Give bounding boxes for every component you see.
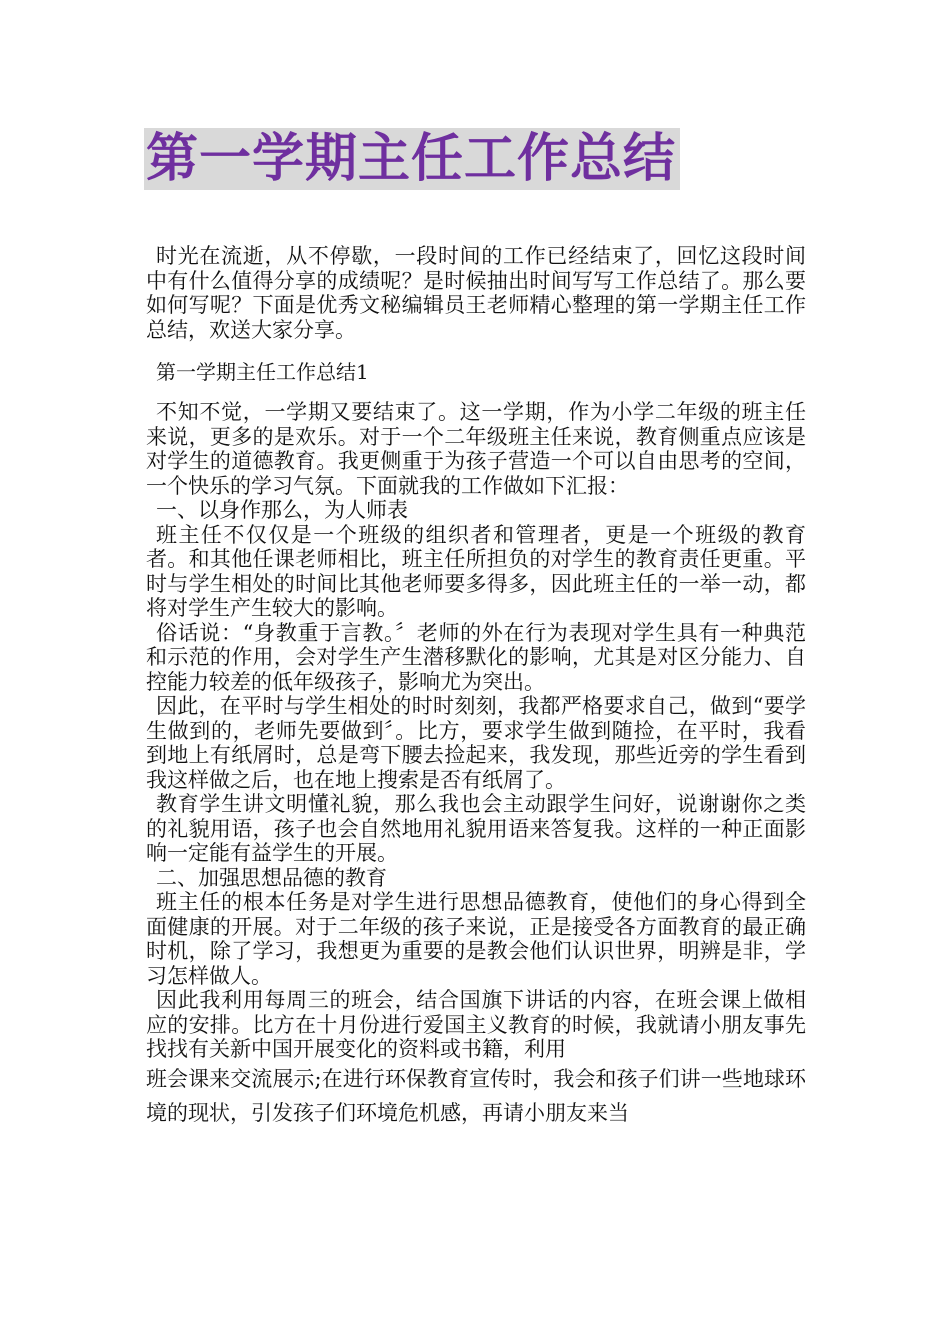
body-paragraph-2: 班主任不仅仅是一个班级的组织者和管理者，更是一个班级的教育者。和其他任课老师相比，班主任所担负的对学生的教育责任更重。平时与学生相处的时间比其他老师要多得多，因此班主任的一举一动，都将对学生产生较大的影响。	[146, 522, 806, 620]
section-subtitle: 第一学期主任工作总结1	[156, 360, 369, 384]
intro-paragraph: 时光在流逝，从不停歇，一段时间的工作已经结束了，回忆这段时间中有什么值得分享的成绩呢？是时候抽出时间写写工作总结了。那么要如何写呢？下面是优秀文秘编辑员王老师精心整理的第一学期主任工作总结，欢送大家分享。	[146, 244, 806, 342]
body-paragraph-4: 因此，在平时与学生相处的时时刻刻，我都严格要求自己，做到“要学生做到的，老师先要做到〞。比方，要求学生做到随捡，在平时，我看到地上有纸屑时，总是弯下腰去捡起来，我发现，那些近旁的学生看到我这样做之后，也在地上搜索是否有纸屑了。	[146, 694, 806, 792]
body-paragraph-7: 因此我利用每周三的班会，结合国旗下讲话的内容，在班会课上做相应的安排。比方在十月份进行爱国主义教育的时候，我就请小朋友事先找找有关新中国开展变化的资料或书籍，利用	[146, 988, 806, 1061]
section-heading-1: 一、以身作那么，为人师表	[156, 498, 408, 522]
title-highlight	[144, 128, 680, 190]
body-paragraph-8: 班会课来交流展示;在进行环保教育宣传时，我会和孩子们讲一些地球环境的现状，引发孩子们环境危机感，再请小朋友来当	[146, 1066, 806, 1125]
body-paragraph-6: 班主任的根本任务是对学生进行思想品德教育，使他们的身心得到全面健康的开展。对于二年级的孩子来说，正是接受各方面教育的最正确时机，除了学习，我想更为重要的是教会他们认识世界，明辨是非，学习怎样做人。	[146, 890, 806, 988]
page-title: 第一学期主任工作总结	[146, 129, 677, 189]
body-paragraph-5: 教育学生讲文明懂礼貌，那么我也会主动跟学生问好，说谢谢你之类的礼貌用语，孩子也会自然地用礼貌用语来答复我。这样的一种正面影响一定能有益学生的开展。	[146, 792, 806, 865]
body-paragraph-1: 不知不觉，一学期又要结束了。这一学期，作为小学二年级的班主任来说，更多的是欢乐。对于一个二年级班主任来说，教育侧重点应该是对学生的道德教育。我更侧重于为孩子营造一个可以自由思考的空间，一个快乐的学习气氛。下面就我的工作做如下汇报：	[146, 400, 806, 498]
document-body	[146, 244, 806, 1130]
body-paragraph-3: 俗话说：“身教重于言教。〞老师的外在行为表现对学生具有一种典范和示范的作用，会对学生产生潜移默化的影响，尤其是对区分能力、自控能力较差的低年级孩子，影响尤为突出。	[146, 620, 806, 694]
section-heading-2: 二、加强思想品德的教育	[156, 865, 387, 890]
